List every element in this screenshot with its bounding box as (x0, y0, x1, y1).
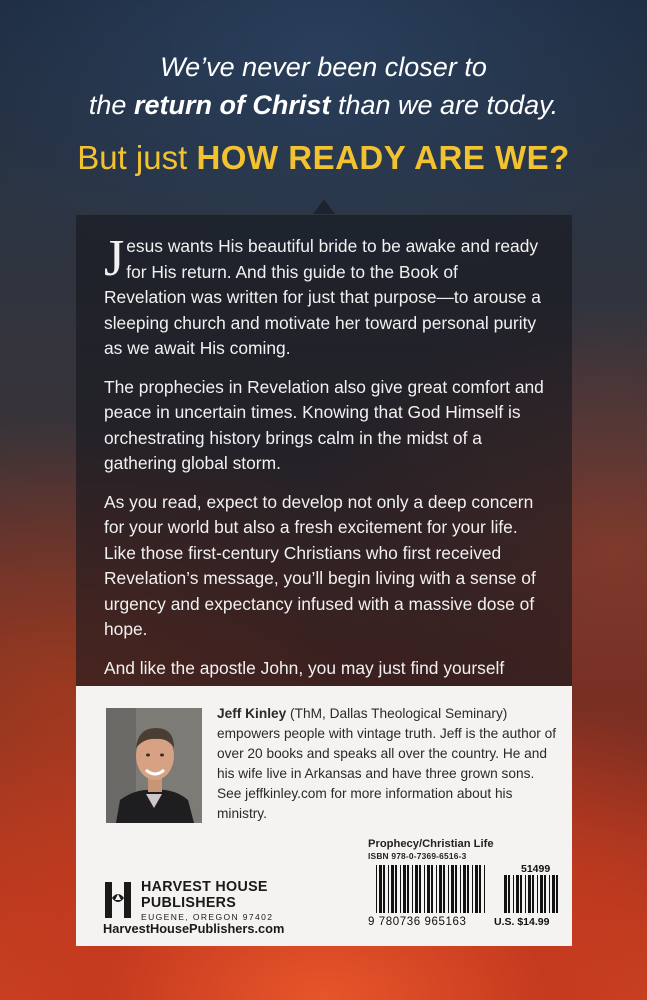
description-paragraph-2: The prophecies in Revelation also give great comfort and peace in uncertain times. Knowing that God Himself is orchestrating history brings calm in the midst of a gathering global storm. (104, 376, 544, 473)
barcode-bar (549, 875, 550, 913)
barcode-bar (532, 875, 534, 913)
author-photo (106, 708, 202, 823)
barcode (366, 863, 560, 927)
publisher-logo-icon (103, 880, 133, 920)
author-bio (217, 704, 557, 824)
barcode-bar (537, 875, 538, 913)
barcode-bar (379, 865, 382, 913)
barcode-bar (395, 865, 397, 913)
publisher-name-line-2: PUBLISHERS (141, 895, 237, 911)
tagline-line-2 (0, 86, 647, 124)
publisher-location: EUGENE, OREGON 97402 (141, 912, 274, 922)
barcode-bar (424, 865, 425, 913)
barcode-bar (552, 875, 555, 913)
price-code: 51499 (521, 863, 551, 875)
barcode-bar (516, 875, 519, 913)
barcode-bar (504, 875, 507, 913)
barcode-bar (467, 865, 469, 913)
tagline (0, 48, 647, 124)
headline-emphasis: HOW READY ARE WE? (196, 139, 570, 176)
barcode-bar (448, 865, 449, 913)
barcode-bar (556, 875, 558, 913)
description-text (104, 230, 544, 720)
barcode-bar (528, 875, 531, 913)
barcode-bar (463, 865, 466, 913)
barcode-bar (513, 875, 514, 913)
barcode-bar (383, 865, 385, 913)
headline-pre: But just (77, 139, 197, 176)
barcode-bar (400, 865, 401, 913)
barcode-bar (479, 865, 481, 913)
barcode-bar (508, 875, 510, 913)
barcode-bar (427, 865, 430, 913)
publisher-website: HarvestHousePublishers.com (103, 921, 285, 936)
barcode-bar (455, 865, 457, 913)
description-paragraph-4: And like the apostle John, you may just find yourself (104, 657, 505, 678)
author-name: Jeff Kinley (217, 706, 287, 721)
barcode-bar (388, 865, 389, 913)
tagline-line-2-post: than we are today. (330, 90, 559, 120)
publisher-name (141, 879, 268, 911)
barcode-bar (451, 865, 454, 913)
dropcap: J (104, 230, 125, 287)
barcode-bar (415, 865, 418, 913)
barcode-bar (403, 865, 406, 913)
barcode-bar (460, 865, 461, 913)
barcode-bar (439, 865, 442, 913)
barcode-bar (391, 865, 394, 913)
headline (0, 138, 647, 178)
barcode-bar (475, 865, 478, 913)
barcode-bar (436, 865, 437, 913)
barcode-bar (544, 875, 546, 913)
barcode-bar (412, 865, 413, 913)
price-label: U.S. $14.99 (494, 916, 550, 927)
barcode-bar (419, 865, 421, 913)
tagline-emphasis: return of Christ (133, 90, 331, 120)
barcode-bar (431, 865, 433, 913)
publisher-name-line-1: HARVEST HOUSE (141, 879, 268, 895)
barcode-bar (525, 875, 526, 913)
description-paragraph-1 (104, 230, 544, 362)
author-bio-text: (ThM, Dallas Theological Seminary) empowers people with vintage truth. Jeff is the author of over 20 books and speaks all over the country. He and his wife live in Arkansas and have three grown sons. See jeffkinley.com for more information about his ministry. (217, 706, 557, 821)
barcode-bar (472, 865, 473, 913)
panel-pointer (313, 199, 335, 214)
description-paragraph-3: As you read, expect to develop not only a deep concern for your world but also a fresh excitement for your life. Like those first-century Christians who first received Revelation’s message, you’ll begin living with a sense of urgency and expectancy infused with a massive dose of hope. (104, 491, 536, 639)
paragraph-1-text: esus wants His beautiful bride to be awake and ready for His return. And this guide to the Book of Revelation was written for just that purpose—to arouse a sleeping church and motivate her toward personal purity as we await His coming. (104, 236, 541, 358)
barcode-bar (484, 865, 485, 913)
barcode-bar (407, 865, 409, 913)
barcode-bar (376, 865, 377, 913)
barcode-bar (520, 875, 522, 913)
barcode-number: 9 780736 965163 (368, 916, 467, 927)
category-label: Prophecy/Christian Life (368, 838, 494, 850)
barcode-bar (540, 875, 543, 913)
isbn-label: ISBN 978-0-7369-6516-3 (368, 851, 467, 861)
barcode-bar (443, 865, 445, 913)
tagline-line-2-pre: the (88, 90, 134, 120)
tagline-line-1: We’ve never been closer to (160, 52, 487, 82)
